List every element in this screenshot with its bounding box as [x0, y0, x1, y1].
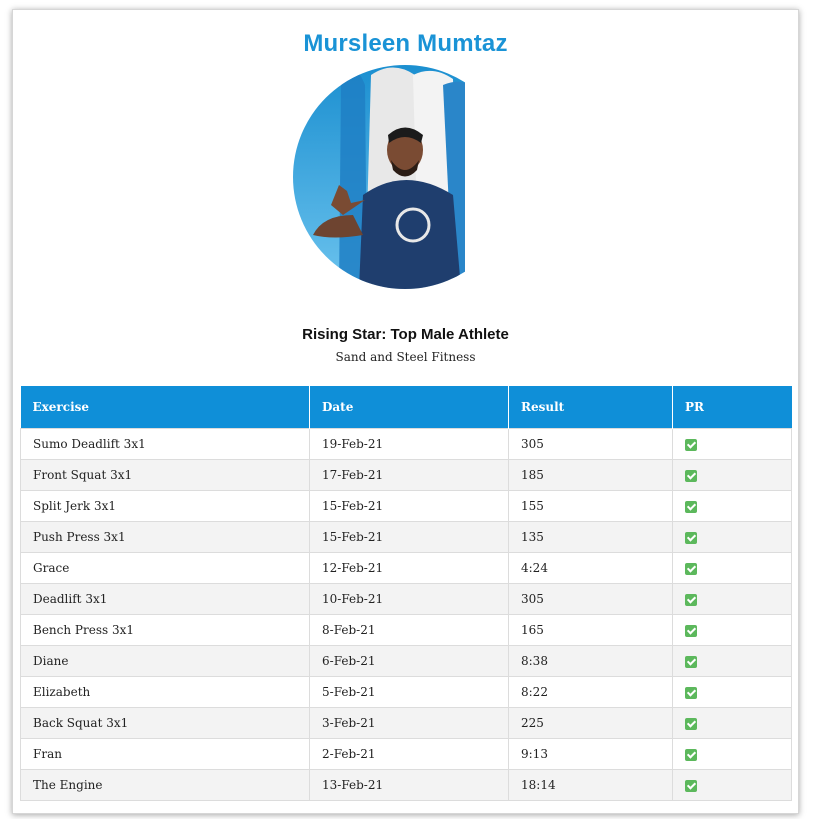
- cell-result: 155: [509, 491, 673, 522]
- cell-pr: [673, 770, 792, 801]
- check-icon: [685, 439, 697, 451]
- cell-exercise: Split Jerk 3x1: [21, 491, 310, 522]
- athlete-card: [12, 9, 799, 814]
- cell-exercise: Grace: [21, 553, 310, 584]
- cell-exercise: Back Squat 3x1: [21, 708, 310, 739]
- table-row: [21, 429, 792, 460]
- cell-result: 9:13: [509, 739, 673, 770]
- cell-result: 225: [509, 708, 673, 739]
- cell-date: 17-Feb-21: [310, 460, 509, 491]
- table-row: [21, 584, 792, 615]
- check-icon: [685, 687, 697, 699]
- cell-date: 10-Feb-21: [310, 584, 509, 615]
- cell-pr: [673, 460, 792, 491]
- table-header-row: [21, 386, 792, 429]
- table-row: [21, 460, 792, 491]
- check-icon: [685, 780, 697, 792]
- cell-pr: [673, 429, 792, 460]
- gym-name: Sand and Steel Fitness: [335, 350, 476, 364]
- cell-pr: [673, 615, 792, 646]
- cell-result: 18:14: [509, 770, 673, 801]
- check-icon: [685, 594, 697, 606]
- cell-result: 4:24: [509, 553, 673, 584]
- cell-exercise: Push Press 3x1: [21, 522, 310, 553]
- cell-pr: [673, 584, 792, 615]
- award-title: Rising Star: Top Male Athlete: [302, 326, 509, 343]
- check-icon: [685, 470, 697, 482]
- cell-exercise: Diane: [21, 646, 310, 677]
- cell-pr: [673, 553, 792, 584]
- table-row: [21, 553, 792, 584]
- pr-table: [20, 386, 792, 801]
- cell-pr: [673, 522, 792, 553]
- cell-date: 8-Feb-21: [310, 615, 509, 646]
- cell-result: 165: [509, 615, 673, 646]
- table-row: [21, 522, 792, 553]
- table-row: [21, 615, 792, 646]
- cell-pr: [673, 646, 792, 677]
- cell-pr: [673, 739, 792, 770]
- cell-result: 8:22: [509, 677, 673, 708]
- table-row: [21, 646, 792, 677]
- cell-date: 19-Feb-21: [310, 429, 509, 460]
- column-header-exercise: Exercise: [21, 386, 310, 429]
- check-icon: [685, 563, 697, 575]
- cell-date: 15-Feb-21: [310, 522, 509, 553]
- check-icon: [685, 656, 697, 668]
- cell-date: 13-Feb-21: [310, 770, 509, 801]
- cell-date: 15-Feb-21: [310, 491, 509, 522]
- cell-date: 6-Feb-21: [310, 646, 509, 677]
- cell-date: 12-Feb-21: [310, 553, 509, 584]
- table-row: [21, 739, 792, 770]
- cell-result: 135: [509, 522, 673, 553]
- athlete-name: Mursleen Mumtaz: [303, 30, 508, 57]
- column-header-pr: PR: [673, 386, 792, 429]
- column-header-result: Result: [509, 386, 673, 429]
- table-row: [21, 770, 792, 801]
- column-header-date: Date: [310, 386, 509, 429]
- check-icon: [685, 501, 697, 513]
- cell-exercise: Front Squat 3x1: [21, 460, 310, 491]
- cell-pr: [673, 708, 792, 739]
- table-row: [21, 491, 792, 522]
- table-row: [21, 708, 792, 739]
- cell-date: 3-Feb-21: [310, 708, 509, 739]
- cell-pr: [673, 677, 792, 708]
- cell-date: 5-Feb-21: [310, 677, 509, 708]
- cell-exercise: Deadlift 3x1: [21, 584, 310, 615]
- athlete-photo: [293, 65, 465, 289]
- cell-exercise: Fran: [21, 739, 310, 770]
- photo-illustration: [293, 65, 465, 289]
- cell-pr: [673, 491, 792, 522]
- cell-result: 8:38: [509, 646, 673, 677]
- cell-exercise: Sumo Deadlift 3x1: [21, 429, 310, 460]
- table-row: [21, 677, 792, 708]
- check-icon: [685, 532, 697, 544]
- check-icon: [685, 749, 697, 761]
- cell-result: 185: [509, 460, 673, 491]
- check-icon: [685, 625, 697, 637]
- cell-result: 305: [509, 429, 673, 460]
- check-icon: [685, 718, 697, 730]
- cell-exercise: Bench Press 3x1: [21, 615, 310, 646]
- cell-result: 305: [509, 584, 673, 615]
- cell-date: 2-Feb-21: [310, 739, 509, 770]
- cell-exercise: Elizabeth: [21, 677, 310, 708]
- cell-exercise: The Engine: [21, 770, 310, 801]
